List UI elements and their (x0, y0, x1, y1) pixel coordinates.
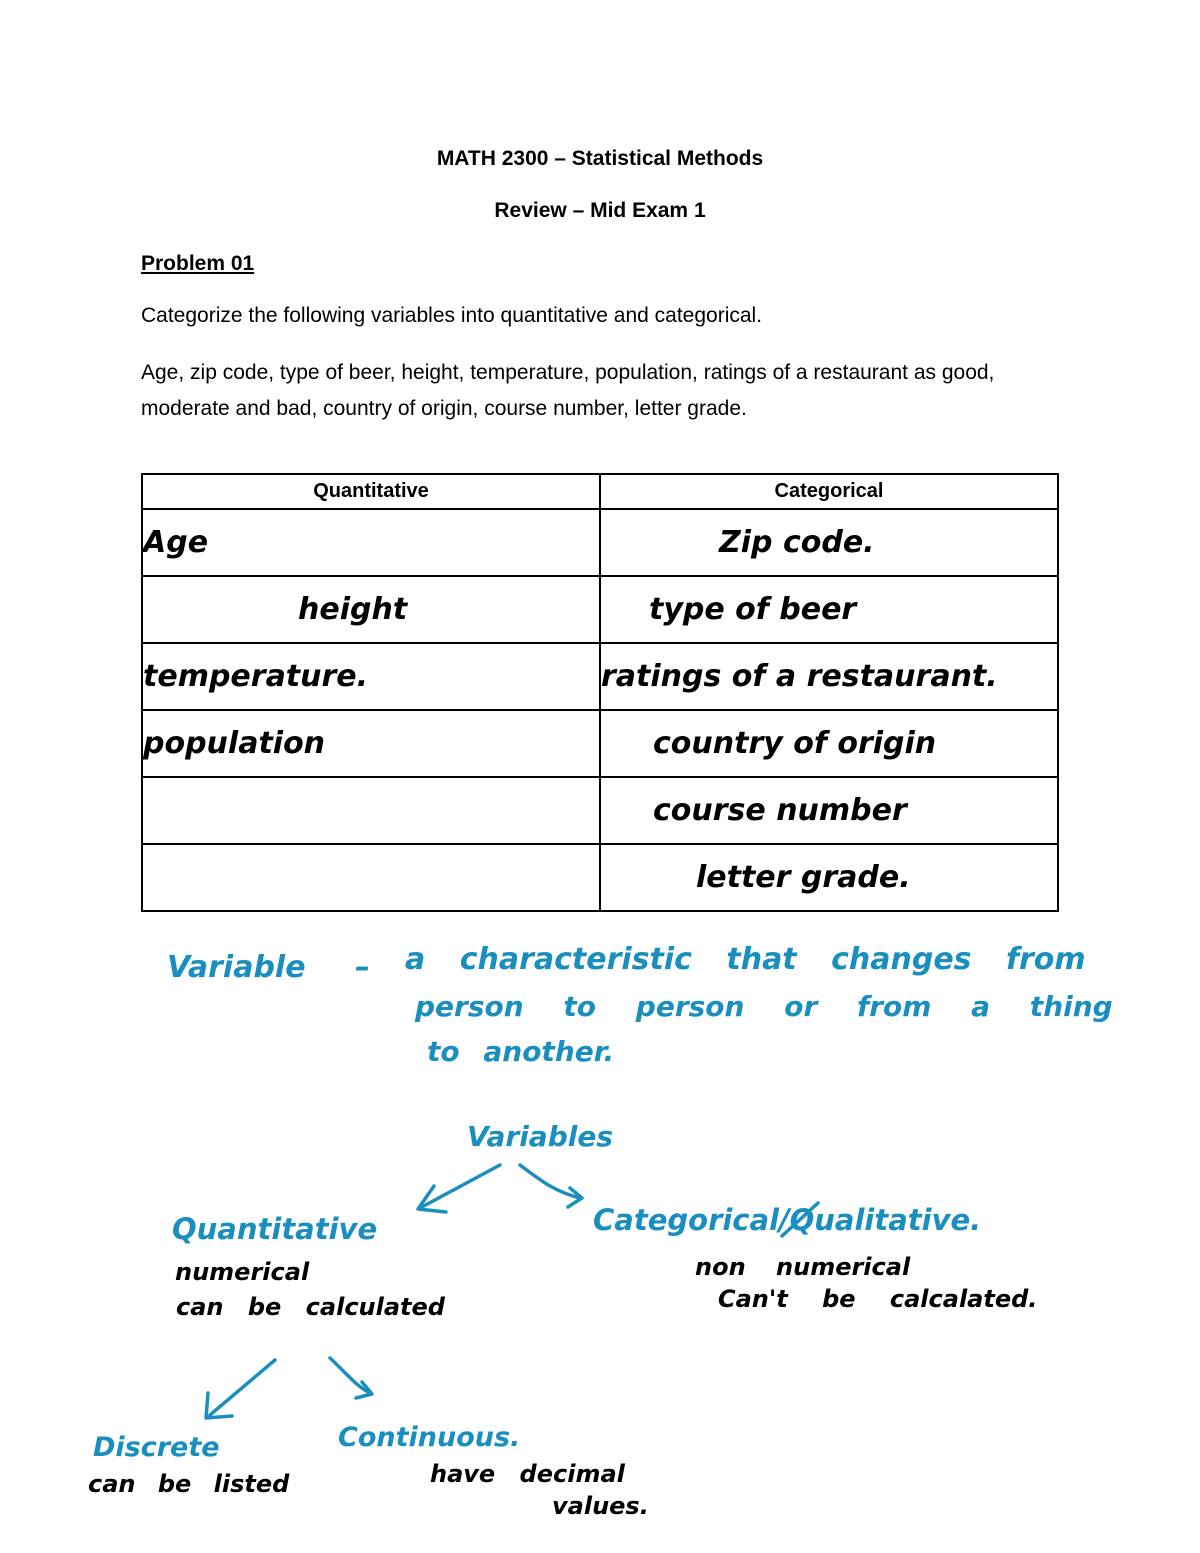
definition-line-1: a characteristic that changes from (405, 942, 1086, 977)
categorical-desc-2: Can't be calcalated. (718, 1285, 1038, 1313)
quantitative-cell: Age (142, 509, 600, 576)
categorical-cell: ratings of a restaurant. (600, 643, 1058, 710)
table-row (142, 777, 1058, 844)
quantitative-cell: population (142, 710, 600, 777)
definition-dash: – (355, 950, 370, 985)
problem-heading: Problem 01 (141, 252, 255, 275)
quantitative-desc-1: numerical (175, 1258, 310, 1286)
categorical-cell: Zip code. (600, 509, 1058, 576)
arrow-to-continuous (330, 1358, 372, 1398)
quantitative-cell (142, 777, 600, 844)
answer-table (141, 473, 1059, 912)
discrete-label: Discrete (93, 1432, 220, 1463)
quantitative-desc-2: can be calculated (176, 1293, 445, 1321)
table-row (142, 643, 1058, 710)
definition-line-2: person to person or from a thing (415, 990, 1113, 1023)
table-row (142, 509, 1058, 576)
column-header-quantitative: Quantitative (142, 474, 600, 509)
categorical-label: Categorical/Qualitative. (593, 1203, 982, 1237)
problem-instruction: Categorize the following variables into quantitative and categorical. (141, 304, 763, 327)
quantitative-cell (142, 844, 600, 911)
document-subtitle: Review – Mid Exam 1 (494, 199, 706, 222)
continuous-label: Continuous. (338, 1422, 521, 1453)
categorical-cell: type of beer (600, 576, 1058, 643)
discrete-desc: can be listed (88, 1470, 290, 1498)
arrow-to-categorical (520, 1165, 582, 1207)
categorical-cell: course number (600, 777, 1058, 844)
continuous-desc-2: values. (552, 1492, 649, 1520)
column-header-categorical: Categorical (600, 474, 1058, 509)
quantitative-label: Quantitative (172, 1212, 378, 1246)
continuous-desc-1: have decimal (430, 1460, 625, 1488)
arrow-to-quantitative (418, 1165, 500, 1212)
table-row (142, 844, 1058, 911)
categorical-cell: country of origin (600, 710, 1058, 777)
document-title: MATH 2300 – Statistical Methods (436, 147, 764, 170)
definition-term: Variable (167, 950, 306, 985)
quantitative-cell: temperature. (142, 643, 600, 710)
arrow-to-discrete (206, 1360, 275, 1418)
table-row (142, 576, 1058, 643)
categorical-cell: letter grade. (600, 844, 1058, 911)
definition-line-3: to another. (427, 1035, 615, 1068)
table-row (142, 710, 1058, 777)
quantitative-cell: height (142, 576, 600, 643)
table-header-row (142, 474, 1058, 509)
tree-root-variables: Variables (467, 1120, 613, 1153)
variables-list: Age, zip code, type of beer, height, temperature, population, ratings of a restaurant as good, moderate and bad, country of origin, course number, letter grade. (141, 361, 995, 420)
categorical-desc-1: non numerical (695, 1253, 911, 1281)
